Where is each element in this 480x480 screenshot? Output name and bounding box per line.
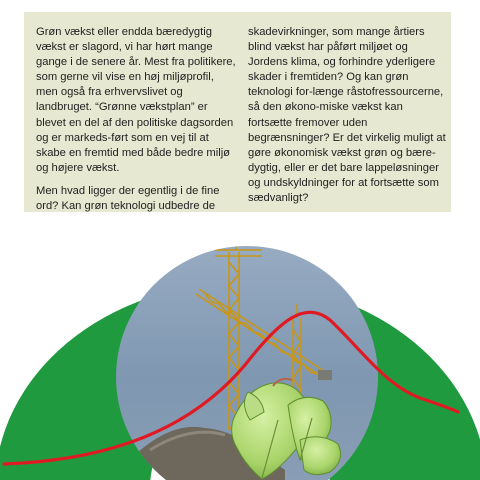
right-paragraph-1: skadevirkninger, som mange årtiers blind vækst har påført miljøet og Jordens klima, og forhindre yderligere skader i fremtiden? Og kan grøn teknologi for-længe råstofressourcerne, så den økono-miske vækst kan fortsætte fremover uden begrænsninger? Er det virkelig muligt at gøre økonomisk vækst grøn og bære-dygtig, eller er det bare lappeløsninger og undskyldninger for at fortsætte som sædvanligt? bbox=[248, 26, 446, 205]
left-paragraph-1: Grøn vækst eller endda bæredygtig vækst er slagord, vi har hørt mange gange i de senere år. Mest fra politikere, som gerne vil vise en høj miljøprofil, men også fra erhvervslivet og landbruget. “Grønne vækstplan” er blevet en del af den politiske dagsorden og er markeds-ført som en vej til at skabe en fremtid med både bedre miljø og højere vækst. bbox=[36, 26, 236, 174]
left-paragraph-2: Men hvad ligger der egentlig i de fine ord? Kan grøn teknologi udbedre de bbox=[36, 184, 220, 213]
construction-photo bbox=[100, 230, 400, 480]
crane-counterweight bbox=[318, 370, 332, 380]
